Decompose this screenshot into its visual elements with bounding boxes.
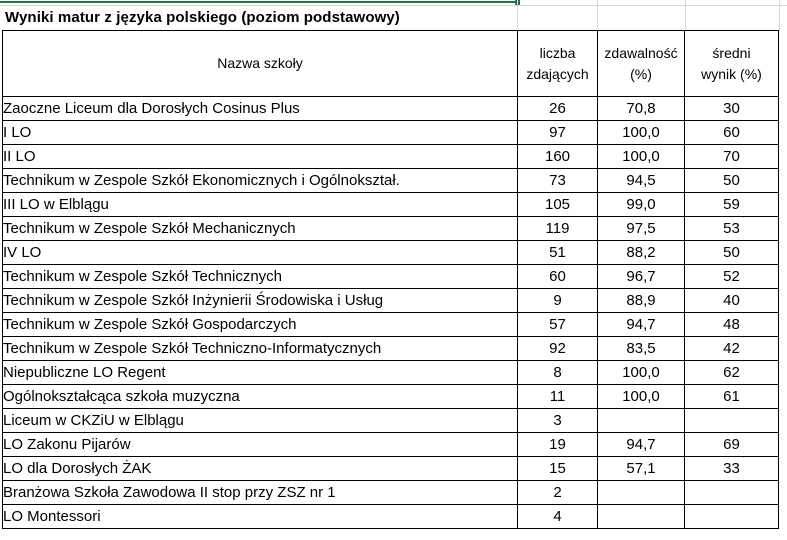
table-row: [3, 97, 779, 121]
cell-avg-score[interactable]: 30: [685, 97, 779, 121]
cell-avg-score[interactable]: 40: [685, 289, 779, 313]
cell-school-name[interactable]: Technikum w Zespole Szkół Techniczno-Informatycznych: [3, 337, 518, 361]
cell-school-name[interactable]: IV LO: [3, 241, 518, 265]
table-row: [3, 217, 779, 241]
cell-pass-rate[interactable]: 57,1: [598, 457, 685, 481]
cell-pass-rate[interactable]: 100,0: [598, 385, 685, 409]
cell-pass-rate[interactable]: [598, 409, 685, 433]
cell-takers[interactable]: 160: [518, 145, 598, 169]
cell-pass-rate[interactable]: 97,5: [598, 217, 685, 241]
cell-selection-border: [0, 0, 520, 3]
table-row: [3, 481, 779, 505]
gridline: [517, 0, 518, 31]
header-school-name[interactable]: [3, 31, 518, 97]
cell-pass-rate[interactable]: 99,0: [598, 193, 685, 217]
header-row: [3, 31, 779, 97]
cell-takers[interactable]: 26: [518, 97, 598, 121]
cell-school-name[interactable]: LO Zakonu Pijarów: [3, 433, 518, 457]
cell-avg-score[interactable]: 42: [685, 337, 779, 361]
cell-school-name[interactable]: II LO: [3, 145, 518, 169]
cell-takers[interactable]: 57: [518, 313, 598, 337]
cell-pass-rate[interactable]: 94,7: [598, 313, 685, 337]
cell-pass-rate[interactable]: [598, 505, 685, 529]
cell-school-name[interactable]: Branżowa Szkoła Zawodowa II stop przy ZSZ nr 1: [3, 481, 518, 505]
table-row: [3, 265, 779, 289]
table-row: [3, 457, 779, 481]
cell-pass-rate[interactable]: 100,0: [598, 361, 685, 385]
cell-avg-score[interactable]: 52: [685, 265, 779, 289]
cell-school-name[interactable]: Technikum w Zespole Szkół Inżynierii Środowiska i Usług: [3, 289, 518, 313]
cell-takers[interactable]: 97: [518, 121, 598, 145]
header-takers-line1: liczba: [539, 44, 576, 61]
cell-school-name[interactable]: III LO w Elblągu: [3, 193, 518, 217]
table-row: [3, 289, 779, 313]
cell-pass-rate[interactable]: 70,8: [598, 97, 685, 121]
gridline: [685, 0, 686, 31]
cell-pass-rate[interactable]: 100,0: [598, 145, 685, 169]
cell-takers[interactable]: 9: [518, 289, 598, 313]
cell-pass-rate[interactable]: 88,9: [598, 289, 685, 313]
header-pass-rate-line2: (%): [630, 65, 652, 82]
cell-takers[interactable]: 73: [518, 169, 598, 193]
cell-takers[interactable]: 3: [518, 409, 598, 433]
header-avg-score-line1: średni: [712, 44, 751, 61]
cell-takers[interactable]: 119: [518, 217, 598, 241]
table-row: [3, 193, 779, 217]
cell-avg-score[interactable]: 50: [685, 169, 779, 193]
cell-pass-rate[interactable]: 94,7: [598, 433, 685, 457]
table-row: [3, 241, 779, 265]
cell-avg-score[interactable]: 69: [685, 433, 779, 457]
cell-takers[interactable]: 15: [518, 457, 598, 481]
cell-school-name[interactable]: LO Montessori: [3, 505, 518, 529]
sheet-title[interactable]: Wyniki matur z języka polskiego (poziom podstawowy): [5, 9, 400, 26]
cell-pass-rate[interactable]: [598, 481, 685, 505]
cell-takers[interactable]: 11: [518, 385, 598, 409]
header-takers-line2: zdających: [526, 65, 589, 82]
header-school-name-label: Nazwa szkoły: [217, 55, 303, 71]
cell-avg-score[interactable]: 60: [685, 121, 779, 145]
table-row: [3, 169, 779, 193]
cell-takers[interactable]: 92: [518, 337, 598, 361]
header-takers[interactable]: [518, 31, 598, 97]
cell-takers[interactable]: 105: [518, 193, 598, 217]
cell-pass-rate[interactable]: 83,5: [598, 337, 685, 361]
gridline: [0, 5, 787, 6]
table-row: [3, 313, 779, 337]
table-row: [3, 433, 779, 457]
cell-takers[interactable]: 2: [518, 481, 598, 505]
cell-avg-score[interactable]: 33: [685, 457, 779, 481]
cell-takers[interactable]: 4: [518, 505, 598, 529]
table-row: [3, 409, 779, 433]
cell-takers[interactable]: 19: [518, 433, 598, 457]
cell-pass-rate[interactable]: 96,7: [598, 265, 685, 289]
cell-avg-score[interactable]: 62: [685, 361, 779, 385]
gridline: [779, 0, 780, 31]
cell-avg-score[interactable]: [685, 481, 779, 505]
cell-avg-score[interactable]: 53: [685, 217, 779, 241]
results-table: [2, 30, 779, 529]
cell-school-name[interactable]: Niepubliczne LO Regent: [3, 361, 518, 385]
cell-school-name[interactable]: I LO: [3, 121, 518, 145]
table-row: [3, 385, 779, 409]
cell-avg-score[interactable]: [685, 409, 779, 433]
cell-school-name[interactable]: Technikum w Zespole Szkół Gospodarczych: [3, 313, 518, 337]
cell-avg-score[interactable]: 61: [685, 385, 779, 409]
cell-pass-rate[interactable]: 88,2: [598, 241, 685, 265]
cell-takers[interactable]: 8: [518, 361, 598, 385]
cell-avg-score[interactable]: 50: [685, 241, 779, 265]
cell-school-name[interactable]: Technikum w Zespole Szkół Technicznych: [3, 265, 518, 289]
cell-school-name[interactable]: Technikum w Zespole Szkół Mechanicznych: [3, 217, 518, 241]
cell-school-name[interactable]: Liceum w CKZiU w Elblągu: [3, 409, 518, 433]
cell-pass-rate[interactable]: 100,0: [598, 121, 685, 145]
cell-avg-score[interactable]: 70: [685, 145, 779, 169]
header-pass-rate[interactable]: [598, 31, 685, 97]
cell-takers[interactable]: 51: [518, 241, 598, 265]
table-row: [3, 505, 779, 529]
cell-avg-score[interactable]: 59: [685, 193, 779, 217]
cell-pass-rate[interactable]: 94,5: [598, 169, 685, 193]
header-avg-score-line2: wynik (%): [701, 65, 762, 82]
cell-school-name[interactable]: Zaoczne Liceum dla Dorosłych Cosinus Plus: [3, 97, 518, 121]
cell-school-name[interactable]: Technikum w Zespole Szkół Ekonomicznych i Ogólnokształ.: [3, 169, 518, 193]
table-row: [3, 361, 779, 385]
cell-school-name[interactable]: Ogólnokształcąca szkoła muzyczna: [3, 385, 518, 409]
cell-avg-score[interactable]: [685, 505, 779, 529]
header-pass-rate-line1: zdawalność: [604, 44, 678, 61]
header-avg-score[interactable]: [685, 31, 779, 97]
cell-avg-score[interactable]: 48: [685, 313, 779, 337]
cell-takers[interactable]: 60: [518, 265, 598, 289]
table-row: [3, 145, 779, 169]
cell-school-name[interactable]: LO dla Dorosłych ŻAK: [3, 457, 518, 481]
table-row: [3, 121, 779, 145]
gridline: [597, 0, 598, 31]
table-row: [3, 337, 779, 361]
